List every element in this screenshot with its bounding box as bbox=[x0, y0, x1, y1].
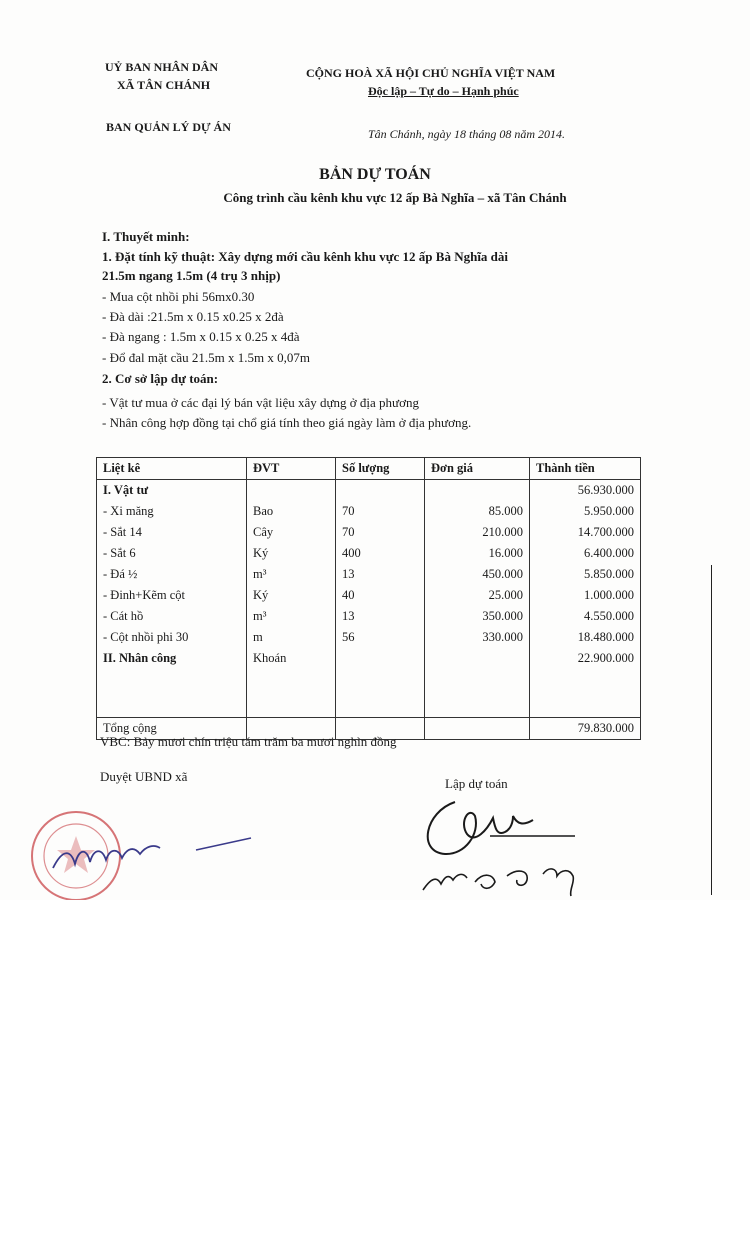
table-header-row bbox=[97, 458, 641, 480]
preparer-label: Lập dự toán bbox=[445, 776, 508, 791]
cell-unit: Ký bbox=[247, 543, 336, 564]
issuer-name: UỶ BAN NHÂN DÂN bbox=[105, 60, 218, 74]
cell-amount: 5.950.000 bbox=[530, 501, 641, 522]
col-header-unit-price: Đơn giá bbox=[425, 458, 530, 480]
total-label: Tổng cộng bbox=[97, 718, 247, 740]
cell-item: - Xi măng bbox=[97, 501, 247, 522]
document-subtitle: Công trình cầu kênh khu vực 12 ấp Bà Nghĩa – xã Tân Chánh bbox=[223, 190, 567, 205]
amount-in-words: VBC: Bảy mươi chín triệu tám trăm ba mươi nghìn đồng bbox=[100, 734, 397, 749]
cell-unit: Ký bbox=[247, 585, 336, 606]
cell-amount: 5.850.000 bbox=[530, 564, 641, 585]
table-row bbox=[97, 585, 641, 606]
spec-item: - Mua cột nhồi phi 56mx0.30 bbox=[102, 289, 255, 304]
table-row bbox=[97, 606, 641, 627]
cell-unit: Bao bbox=[247, 501, 336, 522]
cell-unit: Cây bbox=[247, 522, 336, 543]
cell-unit-price bbox=[425, 480, 530, 502]
cell-quantity bbox=[336, 480, 425, 502]
cell-item: - Cát hồ bbox=[97, 606, 247, 627]
cell-amount: 56.930.000 bbox=[530, 480, 641, 502]
cell-unit bbox=[247, 480, 336, 502]
cell-unit-price: 350.000 bbox=[425, 606, 530, 627]
cell-amount: 22.900.000 bbox=[530, 648, 641, 669]
cell-item: - Đinh+Kẽm cột bbox=[97, 585, 247, 606]
col-header-item: Liệt kê bbox=[97, 458, 247, 480]
cell-unit: Khoán bbox=[247, 648, 336, 669]
cell-unit-price: 330.000 bbox=[425, 627, 530, 648]
col-header-amount: Thành tiền bbox=[530, 458, 641, 480]
document-date: Tân Chánh, ngày 18 tháng 08 năm 2014. bbox=[368, 127, 566, 141]
management-board: BAN QUẢN LÝ DỰ ÁN bbox=[106, 120, 231, 134]
table-row bbox=[97, 648, 641, 669]
cell-quantity: 70 bbox=[336, 501, 425, 522]
scan-edge-line bbox=[711, 565, 712, 895]
cell-unit: m bbox=[247, 627, 336, 648]
cell-item: - Sắt 14 bbox=[97, 522, 247, 543]
document-title: BẢN DỰ TOÁN bbox=[319, 166, 431, 183]
table-row bbox=[97, 501, 641, 522]
official-stamp-icon bbox=[18, 800, 268, 900]
spec-item: - Đà ngang : 1.5m x 0.15 x 0.25 x 4đà bbox=[102, 329, 300, 344]
explanation-heading: I. Thuyết minh: bbox=[102, 229, 190, 244]
cell-quantity: 400 bbox=[336, 543, 425, 564]
table-spacer-row bbox=[97, 669, 641, 718]
technical-spec-line-1: 1. Đặt tính kỹ thuật: Xây dựng mới cầu kênh khu vực 12 ấp Bà Nghĩa dài bbox=[102, 249, 509, 264]
basis-heading: 2. Cơ sở lập dự toán: bbox=[102, 371, 219, 386]
cell-quantity: 40 bbox=[336, 585, 425, 606]
cell-quantity: 13 bbox=[336, 564, 425, 585]
cell-amount: 18.480.000 bbox=[530, 627, 641, 648]
spec-item: - Đà dài :21.5m x 0.15 x0.25 x 2đà bbox=[102, 309, 284, 324]
table-row bbox=[97, 627, 641, 648]
cell-item: - Cột nhồi phi 30 bbox=[97, 627, 247, 648]
cell-unit: m³ bbox=[247, 606, 336, 627]
table-row bbox=[97, 522, 641, 543]
cell-item: II. Nhân công bbox=[97, 648, 247, 669]
national-motto: Độc lập – Tự do – Hạnh phúc bbox=[368, 84, 519, 98]
cell-amount: 1.000.000 bbox=[530, 585, 641, 606]
spec-item: - Đổ đal mặt cầu 21.5m x 1.5m x 0,07m bbox=[102, 350, 310, 365]
cell-quantity: 56 bbox=[336, 627, 425, 648]
technical-spec-line-2: 21.5m ngang 1.5m (4 trụ 3 nhịp) bbox=[102, 268, 281, 283]
cell-quantity: 70 bbox=[336, 522, 425, 543]
cell-unit-price: 16.000 bbox=[425, 543, 530, 564]
basis-item: - Nhân công hợp đồng tại chổ giá tính theo giá ngày làm ở địa phương. bbox=[102, 415, 472, 430]
cell-quantity bbox=[336, 648, 425, 669]
national-title: CỘNG HOÀ XÃ HỘI CHỦ NGHĨA VIỆT NAM bbox=[306, 66, 556, 80]
issuer-commune: XÃ TÂN CHÁNH bbox=[117, 78, 211, 92]
table-row bbox=[97, 480, 641, 502]
cell-unit-price bbox=[425, 648, 530, 669]
table-row bbox=[97, 564, 641, 585]
cell-item: - Đá ½ bbox=[97, 564, 247, 585]
cell-amount: 6.400.000 bbox=[530, 543, 641, 564]
basis-item: - Vật tư mua ở các đại lý bán vật liệu xây dựng ở địa phương bbox=[102, 395, 419, 410]
cell-unit-price: 25.000 bbox=[425, 585, 530, 606]
col-header-quantity: Số lượng bbox=[336, 458, 425, 480]
col-header-unit: ĐVT bbox=[247, 458, 336, 480]
total-amount: 79.830.000 bbox=[530, 718, 641, 740]
cell-amount: 4.550.000 bbox=[530, 606, 641, 627]
cell-quantity: 13 bbox=[336, 606, 425, 627]
cell-amount: 14.700.000 bbox=[530, 522, 641, 543]
cell-unit-price: 450.000 bbox=[425, 564, 530, 585]
estimate-table bbox=[96, 457, 641, 740]
approval-label: Duyệt UBND xã bbox=[100, 769, 188, 784]
cell-unit-price: 85.000 bbox=[425, 501, 530, 522]
cell-unit: m³ bbox=[247, 564, 336, 585]
table-row bbox=[97, 543, 641, 564]
cell-item: - Sắt 6 bbox=[97, 543, 247, 564]
signature-icon bbox=[415, 790, 635, 898]
cell-item: I. Vật tư bbox=[97, 480, 247, 502]
cell-unit-price: 210.000 bbox=[425, 522, 530, 543]
